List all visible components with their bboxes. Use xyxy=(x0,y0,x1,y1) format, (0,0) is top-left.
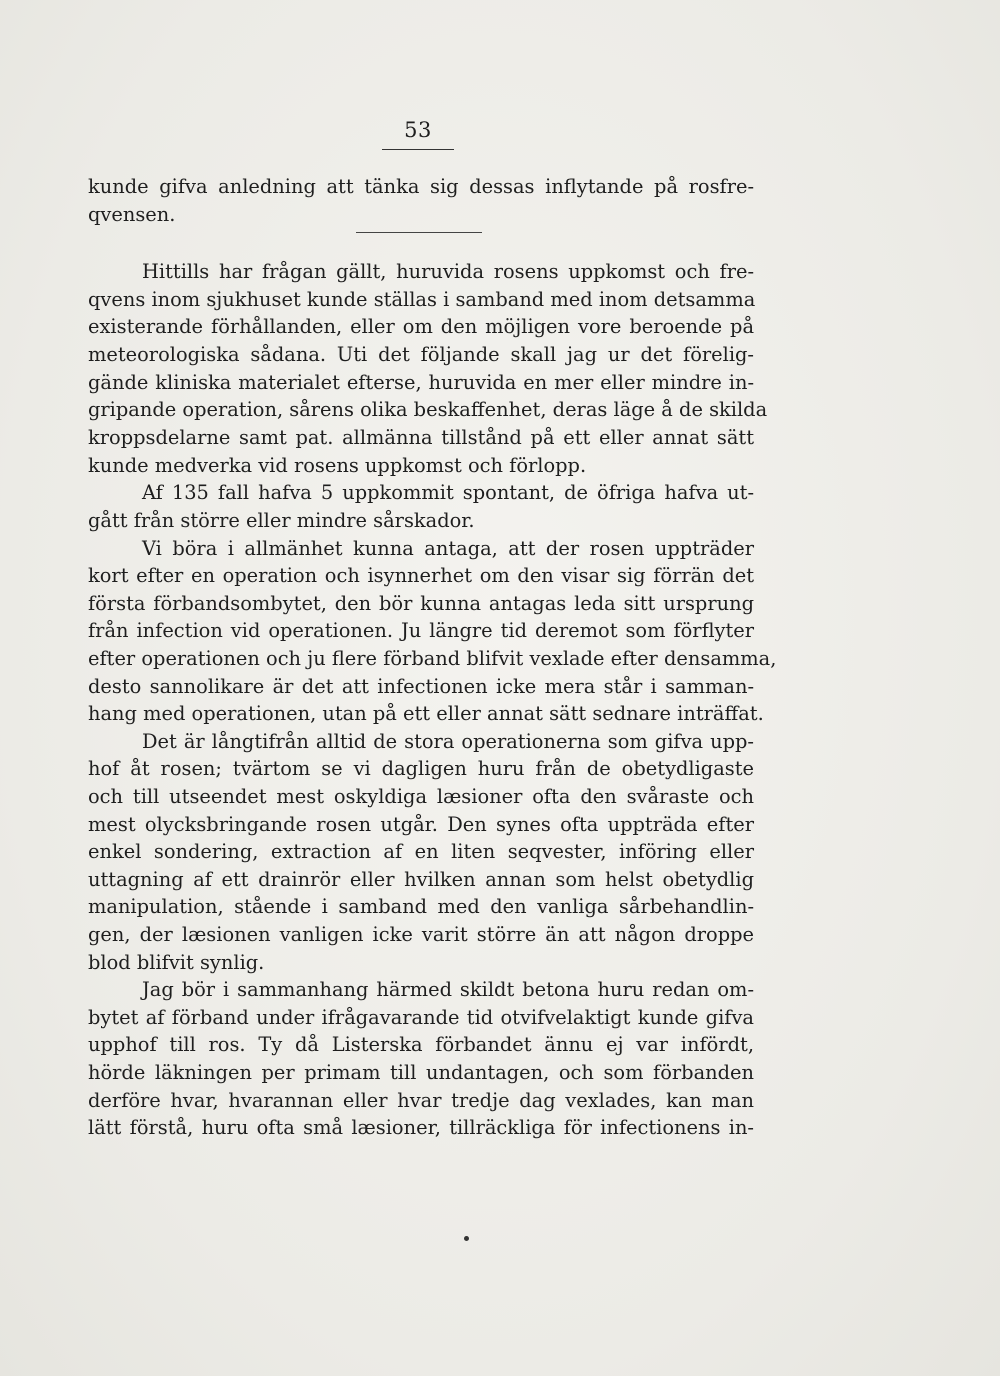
text-line: gripande operation, sårens olika beskaffenhet, deras läge å de skilda xyxy=(88,398,768,421)
text-line: kunde gifva anledning att tänka sig dessas inflytande på rosfre- xyxy=(88,175,754,198)
text-line: efter operationen och ju flere förband blifvit vexlade efter densamma, xyxy=(88,647,777,670)
text-line: desto sannolikare är det att infectionen icke mera står i samman- xyxy=(88,675,754,698)
text-line: Vi böra i allmänhet kunna antaga, att der rosen uppträder xyxy=(142,537,754,560)
text-line: Hittills har frågan gällt, huruvida rosens uppkomst och fre- xyxy=(142,260,754,283)
text-line: och till utseendet mest oskyldiga læsioner ofta den svåraste och xyxy=(88,785,754,808)
text-line: qvensen. xyxy=(88,203,176,226)
text-line: Af 135 fall hafva 5 uppkommit spontant, de öfriga hafva ut- xyxy=(142,481,754,504)
text-line: existerande förhållanden, eller om den möjligen vore beroende på xyxy=(88,315,754,338)
text-line: kroppsdelarne samt pat. allmänna tillstånd på ett eller annat sätt xyxy=(88,426,754,449)
section-divider-rule xyxy=(356,232,482,233)
text-line: manipulation, stående i samband med den vanliga sårbehandlin- xyxy=(88,895,754,918)
text-line: blod blifvit synlig. xyxy=(88,951,265,974)
text-line: från infection vid operationen. Ju längre tid deremot som förflyter xyxy=(88,619,754,642)
text-line: bytet af förband under ifrågavarande tid otvifvelaktigt kunde gifva xyxy=(88,1006,754,1029)
text-line: upphof till ros. Ty då Listerska förbandet ännu ej var infördt, xyxy=(88,1033,754,1056)
ink-speck xyxy=(464,1236,469,1241)
text-line: gände kliniska materialet efterse, huruvida en mer eller mindre in- xyxy=(88,371,754,394)
text-line: Det är långtifrån alltid de stora operationerna som gifva upp- xyxy=(142,730,754,753)
text-line: uttagning af ett drainrör eller hvilken annan som helst obetydlig xyxy=(88,868,754,891)
text-line: kunde medverka vid rosens uppkomst och förlopp. xyxy=(88,454,587,477)
text-line: derföre hvar, hvarannan eller hvar tredje dag vexlades, kan man xyxy=(88,1089,754,1112)
page-number: 53 xyxy=(404,118,432,142)
text-line: mest olycksbringande rosen utgår. Den synes ofta uppträda efter xyxy=(88,813,754,836)
text-line: qvens inom sjukhuset kunde ställas i samband med inom detsamma xyxy=(88,288,756,311)
text-line: kort efter en operation och isynnerhet om den visar sig förrän det xyxy=(88,564,754,587)
page-number-rule xyxy=(382,149,454,150)
text-line: gen, der læsionen vanligen icke varit större än att någon droppe xyxy=(88,923,754,946)
text-line: hang med operationen, utan på ett eller annat sätt sednare inträffat. xyxy=(88,702,764,725)
text-line: Jag bör i sammanhang härmed skildt betona huru redan om- xyxy=(142,978,754,1001)
text-line: första förbandsombytet, den bör kunna antagas leda sitt ursprung xyxy=(88,592,754,615)
text-line: lätt förstå, huru ofta små læsioner, tillräckliga för infectionens in- xyxy=(88,1116,754,1139)
text-line: hof åt rosen; tvärtom se vi dagligen huru från de obetydligaste xyxy=(88,757,754,780)
text-line: enkel sondering, extraction af en liten seqvester, införing eller xyxy=(88,840,754,863)
text-line: meteorologiska sådana. Uti det följande skall jag ur det förelig- xyxy=(88,343,754,366)
text-line: hörde läkningen per primam till undantagen, och som förbanden xyxy=(88,1061,754,1084)
text-line: gått från större eller mindre sårskador. xyxy=(88,509,475,532)
